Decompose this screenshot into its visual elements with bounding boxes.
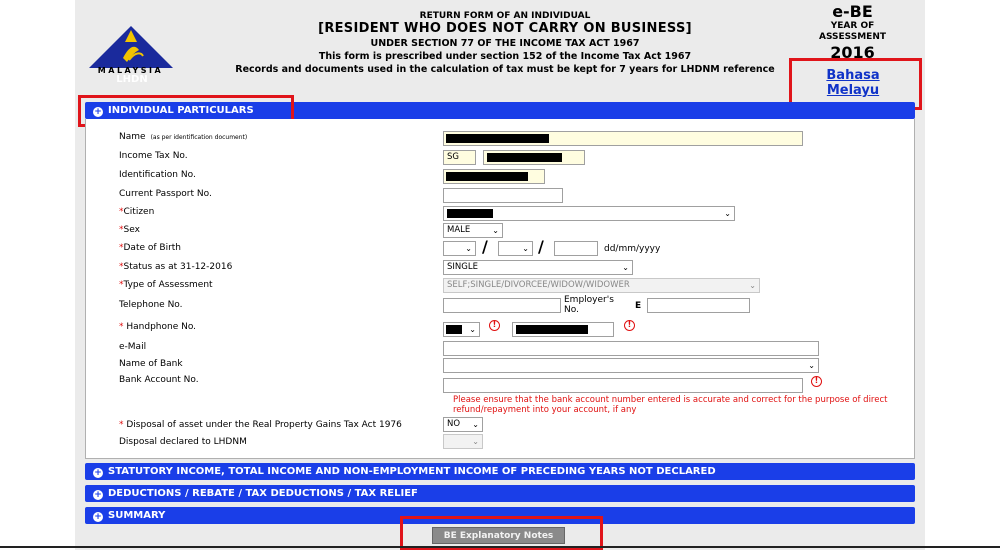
year-label-1: YEAR OF xyxy=(830,21,875,31)
assessment-year: 2016 xyxy=(830,43,875,62)
header-line-1: RETURN FORM OF AN INDIVIDUAL xyxy=(419,11,591,21)
assessment-type-label: *Type of Assessment xyxy=(119,280,213,290)
name-label: Name (as per identification document) xyxy=(119,132,248,142)
form-title: [RESIDENT WHO DOES NOT CARRY ON BUSINESS] xyxy=(318,21,692,36)
citizen-select[interactable] xyxy=(443,206,735,221)
email-field[interactable] xyxy=(443,341,819,356)
dob-label: *Date of Birth xyxy=(119,243,182,253)
warning-icon: ! xyxy=(811,376,822,387)
chevron-down-icon: ⌄ xyxy=(465,244,472,253)
explanatory-notes-button[interactable]: BE Explanatory Notes xyxy=(432,527,565,544)
warning-icon: ! xyxy=(624,320,635,331)
redacted-value xyxy=(487,153,562,162)
chevron-down-icon: ⌄ xyxy=(808,361,815,370)
section-label: SUMMARY xyxy=(108,510,166,521)
dob-separator: / xyxy=(538,237,544,256)
section-label: DEDUCTIONS / REBATE / TAX DEDUCTIONS / TAX RELIEF xyxy=(108,488,418,499)
status-label: *Status as at 31-12-2016 xyxy=(119,262,233,272)
logo-country: MALAYSIA xyxy=(97,66,164,75)
section-label: INDIVIDUAL PARTICULARS xyxy=(108,105,254,116)
bahasa-melayu-link[interactable]: Bahasa Melayu xyxy=(826,68,880,98)
disposal-declared-select[interactable] xyxy=(443,434,483,449)
redacted-value xyxy=(446,134,549,143)
dob-year-field[interactable] xyxy=(554,241,598,256)
chevron-down-icon: ⌄ xyxy=(492,226,499,235)
name-field[interactable] xyxy=(443,131,803,146)
passport-label: Current Passport No. xyxy=(119,189,212,199)
dob-month-select[interactable] xyxy=(498,241,533,256)
chevron-down-icon: ⌄ xyxy=(472,420,479,429)
year-label-2: ASSESSMENT xyxy=(818,32,886,42)
employer-label: Employer's No. xyxy=(564,295,614,315)
identification-label: Identification No. xyxy=(119,170,196,180)
disposal-select[interactable]: NO ⌄ xyxy=(443,417,483,432)
bank-name-select[interactable] xyxy=(443,358,819,373)
status-select[interactable]: SINGLE ⌄ xyxy=(443,260,633,275)
assessment-year-block xyxy=(810,2,895,62)
redacted-value xyxy=(446,325,462,334)
warning-icon: ! xyxy=(489,320,500,331)
sex-label: *Sex xyxy=(119,225,140,235)
highlight-explanatory-notes xyxy=(400,516,603,550)
chevron-down-icon: ⌄ xyxy=(522,244,529,253)
form-code: e-BE xyxy=(832,2,873,21)
redacted-value xyxy=(447,209,493,218)
section-statutory-income[interactable] xyxy=(85,463,915,480)
employer-number-field[interactable] xyxy=(647,298,750,313)
dob-format-hint: dd/mm/yyyy xyxy=(604,244,661,254)
handphone-number-field[interactable] xyxy=(512,322,614,337)
chevron-down-icon: ⌄ xyxy=(472,437,479,446)
chevron-down-icon: ⌄ xyxy=(622,263,629,272)
sex-select[interactable]: MALE ⌄ xyxy=(443,223,503,238)
form-page xyxy=(75,0,925,550)
bank-account-warning: Please ensure that the bank account number entered is accurate and correct for the purpose of direct refund/repayment into your account, if any xyxy=(453,395,888,415)
passport-field[interactable] xyxy=(443,188,563,203)
individual-particulars-panel xyxy=(85,119,915,459)
bank-name-label: Name of Bank xyxy=(119,359,183,369)
disposal-declared-label: Disposal declared to LHDNM xyxy=(119,437,247,447)
section-deductions[interactable] xyxy=(85,485,915,502)
chevron-down-icon: ⌄ xyxy=(469,325,476,334)
header-line-5: Records and documents used in the calculation of tax must be kept for 7 years for LHDNM reference xyxy=(235,64,775,75)
section-label: STATUTORY INCOME, TOTAL INCOME AND NON-EMPLOYMENT INCOME OF PRECEDING YEARS NOT DECLARED xyxy=(108,466,716,477)
disposal-label: * Disposal of asset under the Real Property Gains Tax Act 1976 xyxy=(119,420,402,430)
income-tax-number-field[interactable] xyxy=(483,150,585,165)
citizen-label: *Citizen xyxy=(119,207,155,217)
income-tax-label: Income Tax No. xyxy=(119,151,188,161)
header-line-4: This form is prescribed under section 152 of the Income Tax Act 1967 xyxy=(318,51,692,62)
header-line-3: UNDER SECTION 77 OF THE INCOME TAX ACT 1967 xyxy=(370,38,640,49)
chevron-down-icon: ⌄ xyxy=(724,209,731,218)
redacted-value xyxy=(446,172,528,181)
email-label: e-Mail xyxy=(119,342,147,352)
dob-separator: / xyxy=(482,237,488,256)
expand-icon: + xyxy=(94,107,102,117)
handphone-prefix-select[interactable] xyxy=(443,322,480,337)
expand-icon: + xyxy=(94,490,102,500)
dob-day-select[interactable] xyxy=(443,241,476,256)
bank-account-label: Bank Account No. xyxy=(119,375,199,385)
chevron-down-icon: ⌄ xyxy=(749,281,756,290)
expand-icon: + xyxy=(94,468,102,478)
redacted-value xyxy=(516,325,588,334)
assessment-type-select[interactable]: SELF;SINGLE/DIVORCEE/WIDOW/WIDOWER ⌄ xyxy=(443,278,760,293)
telephone-field[interactable] xyxy=(443,298,561,313)
telephone-label: Telephone No. xyxy=(119,300,183,310)
identification-field[interactable] xyxy=(443,169,545,184)
employer-prefix: E xyxy=(635,301,642,311)
income-tax-prefix-field[interactable]: SG xyxy=(443,150,476,165)
bank-account-field[interactable] xyxy=(443,378,803,393)
expand-icon: + xyxy=(94,512,102,522)
handphone-label: * Handphone No. xyxy=(119,322,197,332)
bottom-border xyxy=(0,546,1000,548)
logo-text: LHDN xyxy=(116,74,148,85)
